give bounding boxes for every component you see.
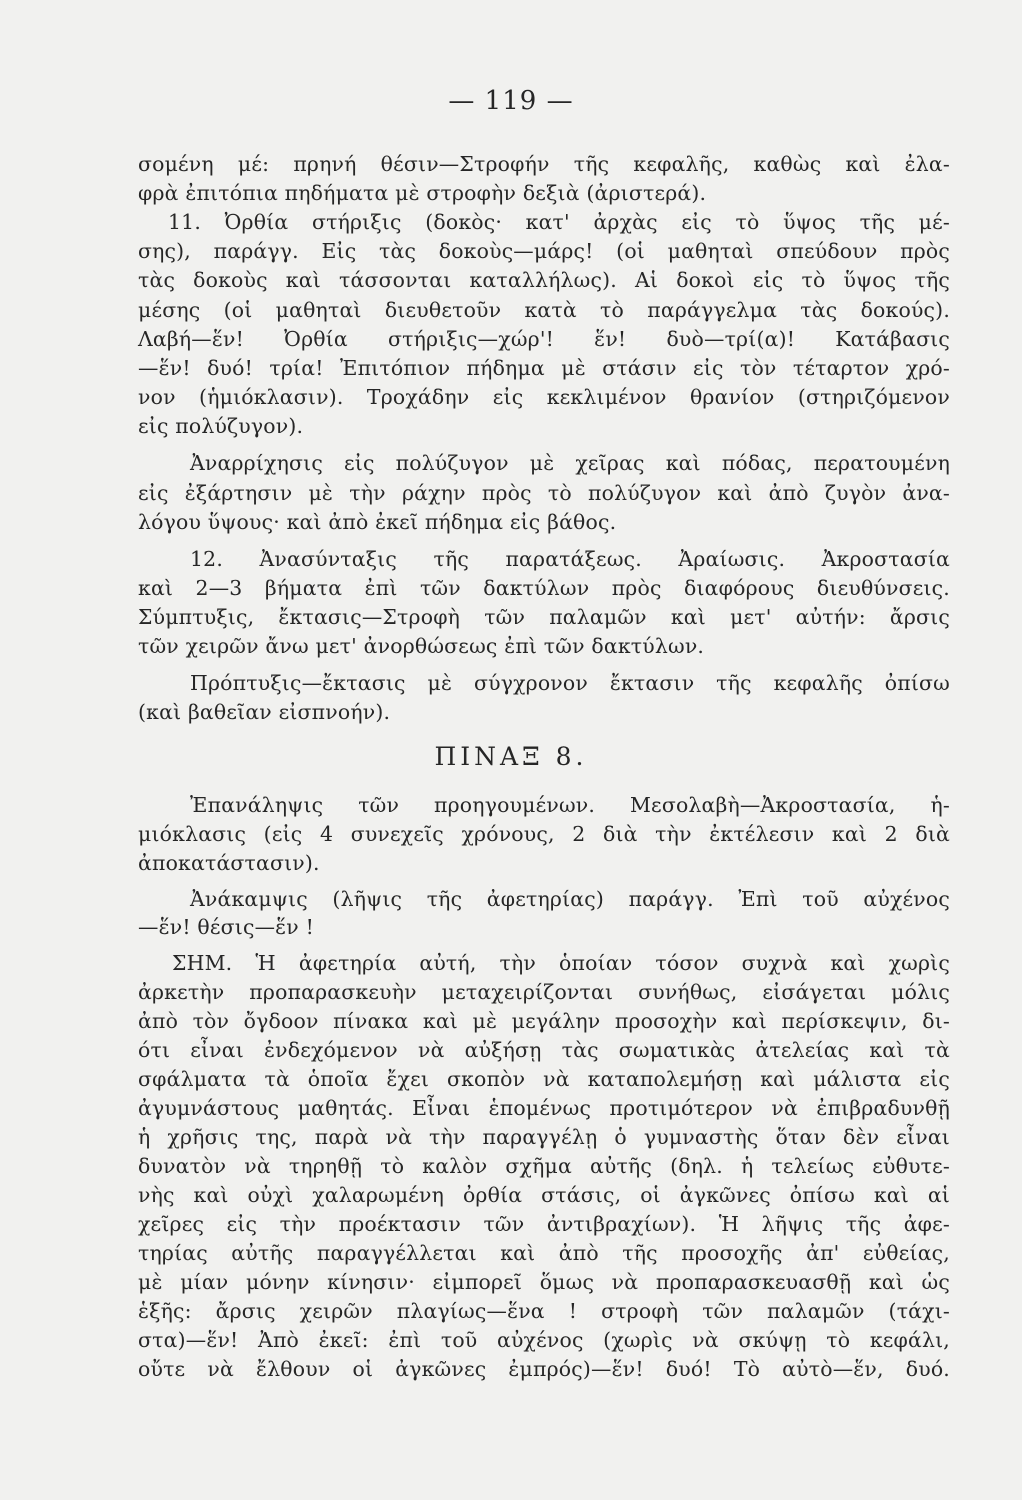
text-line: Σύμπτυξις, ἔκτασις—Στροφὴ τῶν παλαμῶν καὶ μετ' αὐτήν: ἄρσις (138, 605, 950, 629)
text-line: σομένη μέ: πρηνή θέσιν—Στροφήν τῆς κεφαλῆς, καθὼς καὶ ἐλα- (138, 152, 950, 176)
text-line: Ἀναρρίχησις εἰς πολύζυγον μὲ χεῖρας καὶ πόδας, περατουμένη (190, 451, 950, 475)
text-line: Λαβή—ἕν! Ὀρθία στήριξις—χώρ'! ἕν! δυὸ—τρί(α)! Κατάβασις (138, 327, 950, 351)
section-heading: ΠΙΝΑΞ 8. (434, 742, 588, 771)
text-line: νον (ἡμιόκλασιν). Τροχάδην εἰς κεκλιμένον θρανίον (στηριζόμενον (138, 385, 950, 409)
text-line: —ἕν! θέσις—ἕν ! (138, 915, 314, 939)
note-line: νὴς καὶ οὐχὶ χαλαρωμένη ὀρθία στάσις, οἱ ἀγκῶνες ὀπίσω καὶ αἱ (138, 1183, 950, 1207)
note-line: σφάλματα τὰ ὁποῖα ἔχει σκοπὸν νὰ καταπολεμήσῃ καὶ μάλιστα εἰς (138, 1067, 950, 1091)
note-line: ότι εἶναι ἐνδεχόμενον νὰ αὐξήσῃ τὰς σωματικὰς ἀτελείας καὶ τὰ (138, 1038, 950, 1062)
text-line: Ἐπανάληψις τῶν προηγουμένων. Μεσολαβὴ—Ἀκροστασία, ἡ- (190, 793, 950, 817)
note-line: ἡ χρῆσις της, παρὰ νὰ τὴν παραγγέλῃ ὁ γυμναστὴς ὅταν δὲν εἶναι (138, 1125, 950, 1149)
text-line: Ἀνάκαμψις (λῆψις τῆς ἀφετηρίας) παράγγ. Ἐπὶ τοῦ αὐχένος (190, 887, 950, 911)
text-line: τῶν χειρῶν ἄνω μετ' ἀνορθώσεως ἐπὶ τῶν δακτύλων. (138, 634, 705, 658)
text-line: μέσης (οἱ μαθηταὶ διευθετοῦν κατὰ τὸ παράγγελμα τὰς δοκούς). (138, 298, 950, 322)
note-line: μὲ μίαν μόνην κίνησιν· εἰμπορεῖ ὅμως νὰ προπαρασκευασθῇ καὶ ὡς (138, 1270, 950, 1294)
text-line: σης), παράγγ. Εἰς τὰς δοκοὺς—μάρς! (οἱ μαθηταὶ σπεύδουν πρὸς (138, 239, 950, 263)
text-line: φρὰ ἐπιτόπια πηδήματα μὲ στροφὴν δεξιὰ (ἀριστερά). (138, 181, 707, 205)
text-line: Πρόπτυξις—ἔκτασις μὲ σύγχρονον ἔκτασιν τῆς κεφαλῆς ὀπίσω (190, 671, 950, 695)
note-line: ἑξῆς: ἄρσις χειρῶν πλαγίως—ἕνα ! στροφὴ τῶν παλαμῶν (τάχι- (138, 1299, 950, 1323)
text-line: 11. Ὀρθία στήριξις (δοκὸς· κατ' ἀρχὰς εἰς τὸ ὕψος τῆς μέ- (168, 210, 950, 234)
page-number: — 119 — (448, 86, 574, 116)
text-line: εἰς ἐξάρτησιν μὲ τὴν ράχην πρὸς τὸ πολύζυγον καὶ ἀπὸ ζυγὸν ἀνα- (138, 481, 950, 505)
note-line: στα)—ἕν! Ἀπὸ ἐκεῖ: ἐπὶ τοῦ αὐχένος (χωρὶς νὰ σκύψῃ τὸ κεφάλι, (138, 1328, 950, 1352)
text-line: ἀποκατάστασιν). (138, 851, 320, 875)
note-line: ἀγυμνάστους μαθητάς. Εἶναι ἑπομένως προτιμότερον νὰ ἐπιβραδυνθῇ (138, 1096, 950, 1120)
note-line: ἀπὸ τὸν ὄγδοον πίνακα καὶ μὲ μεγάλην προσοχὴν καὶ περίσκεψιν, δι- (138, 1009, 950, 1033)
text-line: τὰς δοκοὺς καὶ τάσσονται καταλλήλως). Αἱ δοκοὶ εἰς τὸ ὕψος τῆς (138, 268, 950, 292)
note-line: χεῖρες εἰς τὴν προέκτασιν τῶν ἀντιβραχίων). Ἡ λῆψις τῆς ἀφε- (138, 1212, 950, 1236)
text-line: καὶ 2—3 βήματα ἐπὶ τῶν δακτύλων πρὸς διαφόρους διευθύνσεις. (138, 576, 950, 600)
text-line: 12. Ἀνασύνταξις τῆς παρατάξεως. Ἀραίωσις. Ἀκροστασία (190, 547, 950, 571)
note-line: τηρίας αὐτῆς παραγγέλλεται καὶ ἀπὸ τῆς προσοχῆς ἀπ' εὐθείας, (138, 1241, 950, 1265)
note-line: ἀρκετὴν προπαρασκευὴν μεταχειρίζονται συνήθως, εἰσάγεται μόλις (138, 980, 950, 1004)
note-line: οὔτε νὰ ἔλθουν οἱ ἀγκῶνες ἐμπρός)—ἕν! δυό! Τὸ αὐτὸ—ἕν, δυό. (138, 1357, 950, 1381)
note-line: ΣΗΜ. Ἡ ἀφετηρία αὐτή, τὴν ὁποίαν τόσον συχνὰ καὶ χωρὶς (172, 951, 950, 975)
text-line: εἰς πολύζυγον). (138, 414, 304, 438)
note-line: δυνατὸν νὰ τηρηθῇ τὸ καλὸν σχῆμα αὐτῆς (δηλ. ἡ τελείως εὐθυτε- (138, 1154, 950, 1178)
text-line: μιόκλασις (εἰς 4 συνεχεῖς χρόνους, 2 διὰ τὴν ἐκτέλεσιν καὶ 2 διὰ (138, 822, 950, 846)
text-line: —ἕν! δυό! τρία! Ἐπιτόπιον πήδημα μὲ στάσιν εἰς τὸν τέταρτον χρό- (138, 356, 950, 380)
text-line: (καὶ βαθεῖαν εἰσπνοήν). (138, 700, 391, 724)
text-line: λόγου ὕψους· καὶ ἀπὸ ἐκεῖ πήδημα εἰς βάθος. (138, 510, 617, 534)
